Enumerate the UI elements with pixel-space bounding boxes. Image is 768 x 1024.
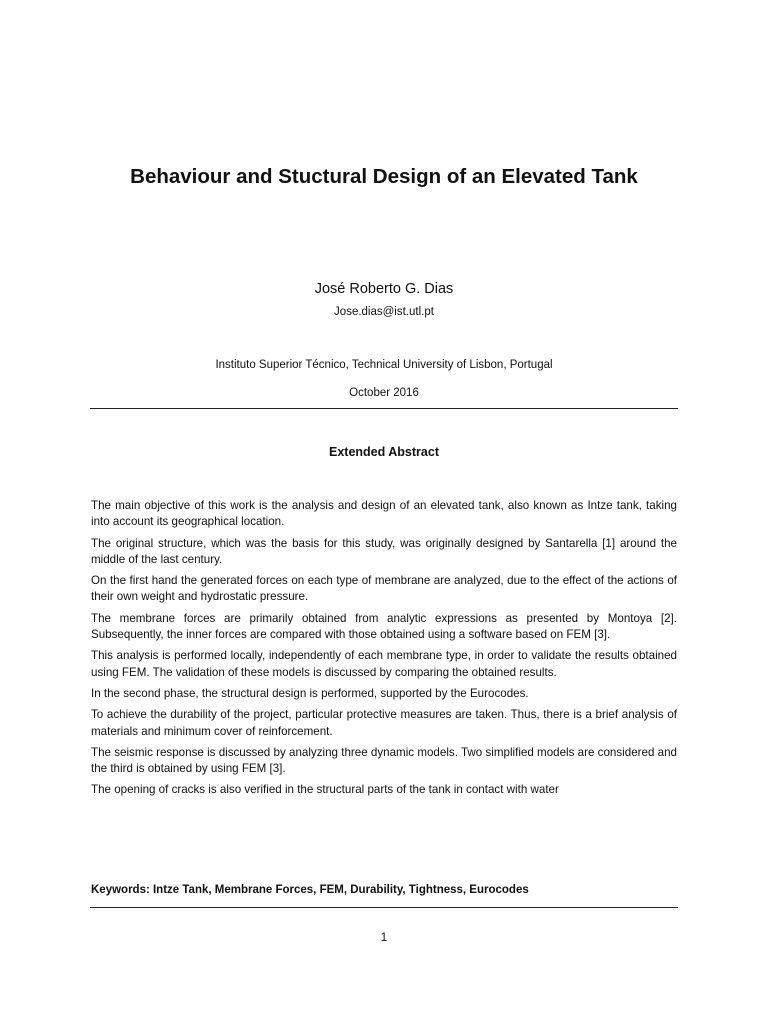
abstract-paragraph: In the second phase, the structural design is performed, supported by the Eurocodes.: [91, 686, 529, 700]
paper-title: Behaviour and Stuctural Design of an Elevated Tank: [130, 165, 638, 188]
author-email: Jose.dias@ist.utl.pt: [334, 306, 434, 318]
abstract-body: [91, 498, 677, 804]
footer-divider: [90, 907, 678, 908]
abstract-paragraph: This analysis is performed locally, independently of each membrane type, in order to validate the results obtained using FEM. The validation of these models is discussed by comparing the obtained results.: [91, 649, 677, 679]
page-number: 1: [380, 932, 388, 944]
abstract-paragraph: The membrane forces are primarily obtained from analytic expressions as presented by Montoya [2]. Subsequently, the inner forces are compared with those obtained using a software based on FEM [3].: [91, 611, 677, 642]
abstract-paragraph: On the first hand the generated forces on each type of membrane are analyzed, due to the effect of the actions of their own weight and hydrostatic pressure.: [91, 574, 677, 604]
abstract-paragraph: To achieve the durability of the project, particular protective measures are taken. Thus, there is a brief analysis of materials and minimum cover of reinforcement.: [91, 708, 677, 738]
abstract-paragraph: The seismic response is discussed by analyzing three dynamic models. Two simplified models are considered and the third is obtained by using FEM [3].: [91, 745, 677, 776]
author-name: José Roberto G. Dias: [314, 281, 454, 297]
abstract-paragraph: The main objective of this work is the analysis and design of an elevated tank, also known as Intze tank, taking into account its geographical location.: [91, 499, 677, 529]
abstract-heading: Extended Abstract: [329, 445, 439, 459]
abstract-paragraph: The opening of cracks is also verified in the structural parts of the tank in contact with water: [91, 783, 559, 797]
publication-date: October 2016: [349, 387, 419, 399]
header-divider: [90, 408, 678, 409]
abstract-paragraph: The original structure, which was the basis for this study, was originally designed by Santarella [1] around the middle of the last century.: [91, 536, 677, 566]
keywords-line: Keywords: Intze Tank, Membrane Forces, FEM, Durability, Tightness, Eurocodes: [91, 884, 529, 896]
author-affiliation: Instituto Superior Técnico, Technical University of Lisbon, Portugal: [215, 359, 553, 371]
